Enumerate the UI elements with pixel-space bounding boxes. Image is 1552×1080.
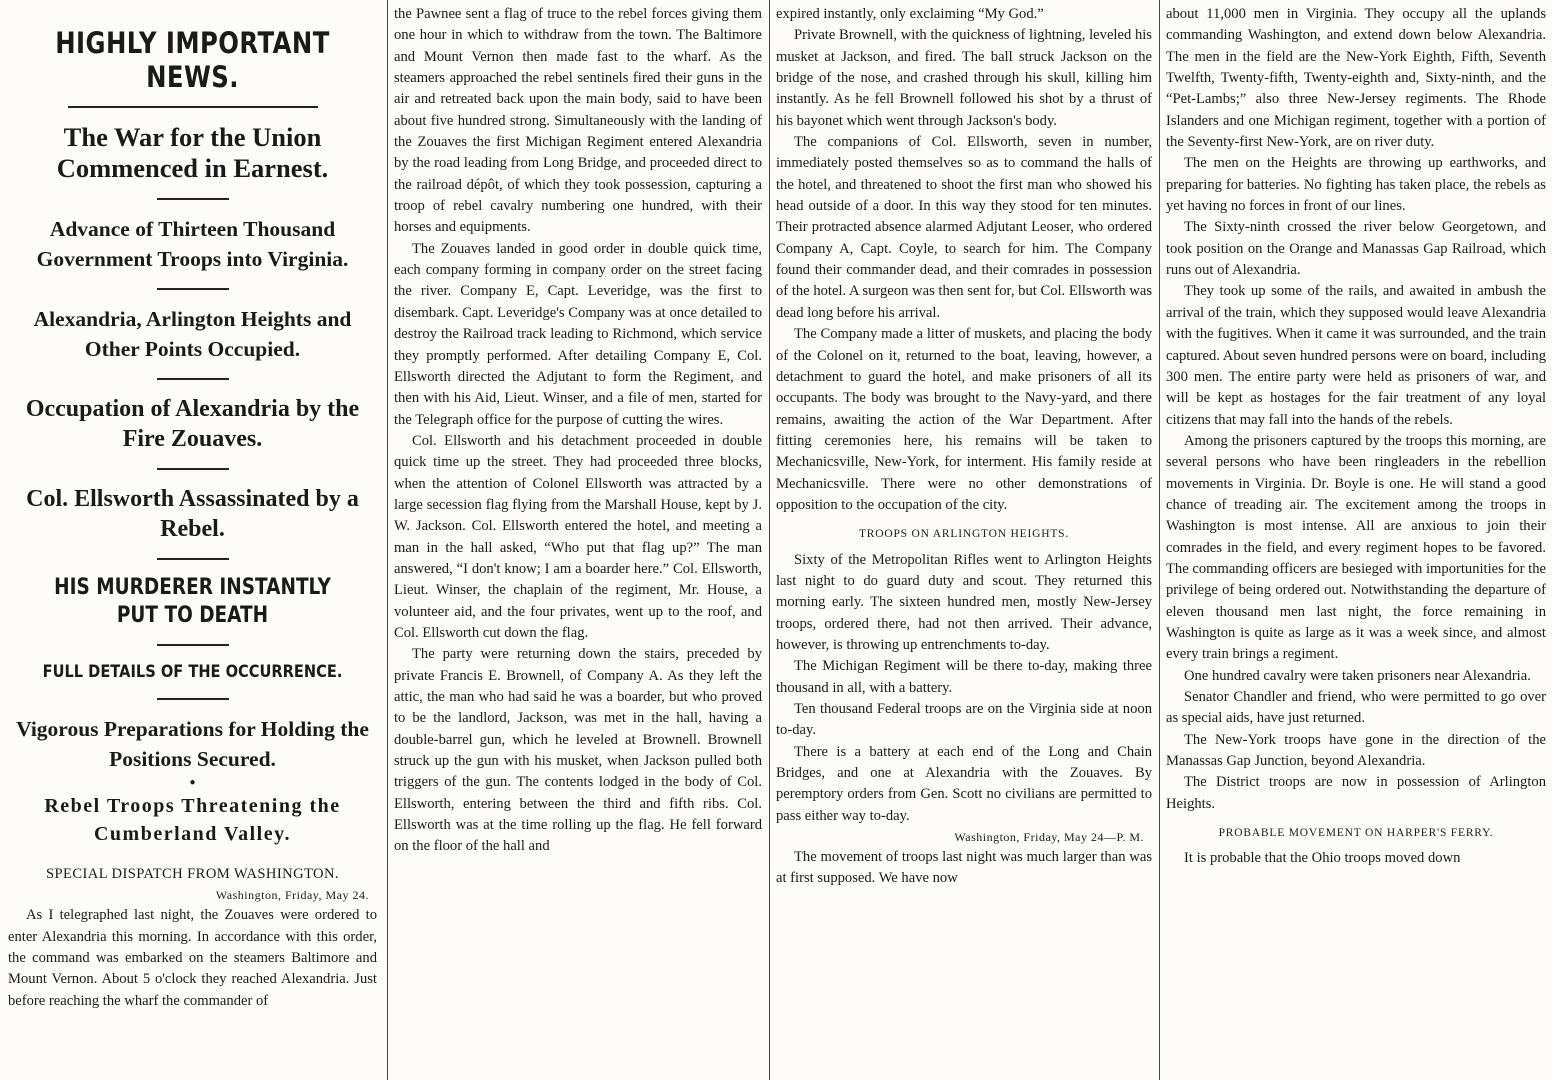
headline-advance-troops: Advance of Thirteen Thousand Government Troops into Virginia. [36, 217, 349, 271]
article-paragraph: The movement of troops last night was much larger than was at first supposed. We have now [776, 849, 1152, 887]
subheading-arlington: TROOPS ON ARLINGTON HEIGHTS. [858, 528, 1070, 541]
article-paragraph: Ten thousand Federal troops are on the Virginia side at noon to-day. [776, 701, 1152, 739]
article-paragraph: The New-York troops have gone in the direction of the Manassas Gap Junction, beyond Alexandria. [1166, 731, 1546, 770]
column-1 [0, 4, 387, 1076]
headline-alexandria-occupied: Alexandria, Arlington Heights and Other Points Occupied. [33, 307, 352, 361]
headline-rule [157, 698, 229, 700]
dispatch-heading: SPECIAL DISPATCH FROM WASHINGTON. [46, 866, 339, 882]
article-paragraph: The District troops are now in possession of Arlington Heights. [1166, 774, 1546, 812]
ornament-dot: ● [189, 777, 196, 788]
dateline: Washington, Friday, May 24. [215, 888, 369, 903]
headline-rule [157, 288, 229, 290]
headline-rule [68, 106, 318, 108]
headline-war-for-union: The War for the Union Commenced in Earnest. [56, 122, 329, 183]
article-paragraph: Private Brownell, with the quickness of lightning, leveled his musket at Jackson, and fired. The ball struck Jackson on the bridge of the nose, and crashed through his skull, killing him instantly. As he fell Brownell followed his shot by a thrust of his bayonet which went through Jackson's body. [776, 27, 1152, 129]
headline-fire-zouaves: Occupation of Alexandria by the Fire Zouaves. [25, 396, 360, 452]
article-paragraph: As I telegraphed last night, the Zouaves were ordered to enter Alexandria this morning. In accordance with this order, the command was embarked on the steamers Baltimore and Mount Vernon. About 5 o'clock they reached Alexandria. Just before reaching the wharf the commander of [8, 907, 377, 1009]
headline-murderer-put-to-death: HIS MURDERER INSTANTLY PUT TO DEATH [54, 575, 331, 628]
article-paragraph: Sixty of the Metropolitan Rifles went to Arlington Heights last night to do guard duty and scout. They returned this morning early. The sixteen hundred men, mostly New-Jersey troops, ordered there, had not then arrived. Their advance, however, is throwing up entrenchments to-day. [776, 551, 1152, 653]
column-3 [770, 4, 1158, 1076]
subheading-harpers-ferry: PROBABLE MOVEMENT ON HARPER'S FERRY. [1218, 827, 1494, 840]
article-paragraph: Among the prisoners captured by the troops this morning, are several persons who have been ringleaders in the rebellion movements in Virginia. Dr. Boyle is one. He will stand a good chance of treading air. The excitement among the troops in Washington is most intense. All are anxious to join their comrades in the field, and every regiment hopes to be favored. The commanding officers are besieged with importunities for the privilege of being ordered out. Notwithstanding the departure of eleven thousand men last night, the force remaining in Washington is quite as large as it was a week since, and almost every train brings a regiment. [1166, 432, 1546, 663]
article-paragraph: One hundred cavalry were taken prisoners near Alexandria. [1184, 667, 1531, 684]
article-paragraph: They took up some of the rails, and awaited in ambush the arrival of the train, which they supposed would leave Alexandria with the fugitives. When it came it was surrounded, and the train captured. About seven hundred persons were on board, including 300 men. The entire party were held as prisoners of war, and will be kept as hostages for the fair treatment of any loyal citizens that may fall into the hands of the rebels. [1166, 283, 1546, 428]
headline-rebel-troops: Rebel Troops Threatening the Cumberland Valley. [44, 795, 341, 845]
headline-full-details: FULL DETAILS OF THE OCCURRENCE. [42, 662, 343, 682]
headline-vigorous-preparations: Vigorous Preparations for Holding the Positions Secured. [16, 717, 369, 771]
article-paragraph: The Sixty-ninth crossed the river below Georgetown, and took position on the Orange and Manassas Gap Railroad, which runs out of Alexandria. [1166, 219, 1546, 279]
article-paragraph: The men on the Heights are throwing up earthworks, and preparing for batteries. No fighting has taken place, the rebels as yet having no forces in front of our lines. [1166, 155, 1546, 215]
article-paragraph: Col. Ellsworth and his detachment proceeded in double quick time up the street. They had proceeded three blocks, when the attention of Colonel Ellsworth was attracted by a large secession flag flying from the Marshall House, kept by J. W. Jackson. Col. Ellsworth entered the hotel, and meeting a man in the hall asked, “Who put that flag up?” The man answered, “I don't know; I am a boarder here.” Col. Ellsworth, Lieut. Winser, the chaplain of the regiment, Mr. House, a volunteer aid, and the four privates, went up to the roof, and Col. Ellsworth cut down the flag. [394, 432, 762, 641]
article-paragraph: expired instantly, only exclaiming “My God.” [776, 6, 1044, 22]
article-paragraph: The Company made a litter of muskets, and placing the body of the Colonel on it, returned to the boat, leaving, however, a detachment to guard the hotel, and make prisoners of all its occupants. The body was brought to the Navy-yard, and there remains, awaiting the action of the War Department. After fitting ceremonies here, his remains will be taken to Mechanicsville, New-York, for interment. His family reside at Mechanicsville. There were no other demonstrations of opposition to the occupation of the city. [776, 326, 1152, 513]
article-paragraph: There is a battery at each end of the Long and Chain Bridges, and one at Alexandria with the Zouaves. By peremptory orders from Gen. Scott no civilians are permitted to pass either way to-day. [776, 743, 1152, 824]
column-4 [1160, 4, 1552, 1076]
column-2 [388, 4, 768, 1076]
headline-rule [157, 468, 229, 470]
headline-rule [157, 558, 229, 560]
article-paragraph: The companions of Col. Ellsworth, seven in number, immediately posted themselves so as to command the halls of the hotel, and threatened to shoot the first man who showed his head outside of a door. In this way they stood for ten minutes. Their protracted absence alarmed Adjutant Leoser, who ordered Company A, Capt. Coyle, to search for him. The Company found their commander dead, and their comrades in possession of the hotel. A surgeon was then sent for, but Col. Ellsworth was dead long before his arrival. [776, 134, 1152, 321]
headline-rule [157, 198, 229, 200]
article-paragraph: Senator Chandler and friend, who were permitted to go over as special aids, have just returned. [1166, 689, 1546, 727]
article-paragraph: The Michigan Regiment will be there to-day, making three thousand in all, with a battery. [776, 658, 1152, 696]
article-paragraph: about 11,000 men in Virginia. They occupy all the uplands commanding Washington, and extend down below Alexandria. The men in the field are the New-York Eighth, Fifth, Seventh Twelfth, Twenty-fifth, Twenty-eighth and, Sixty-ninth, and the “Pet-Lambs;” also three New-Jersey regiments. The Rhode Islanders and one Michigan regiment, together with a portion of the Seventy-first New-York, are on river duty. [1166, 6, 1546, 151]
headline-rule [157, 378, 229, 380]
headline-rule [157, 644, 229, 646]
article-paragraph: It is probable that the Ohio troops moved down [1184, 850, 1461, 867]
dateline: Washington, Friday, May 24—P. M. [954, 830, 1144, 845]
headline-ellsworth-assassinated: Col. Ellsworth Assassinated by a Rebel. [26, 486, 359, 542]
article-paragraph: The Zouaves landed in good order in double quick time, each company forming in company order on the street facing the river. Company E, Capt. Leveridge, was the first to disembark. Capt. Leveridge's Company was at once detailed to destroy the Railroad track leading to Richmond, which service they promptly performed. After detailing Company E, Col. Ellsworth directed the Adjutant to form the Regiment, and then with his Aid, Lieut. Winser, and a file of men, started for the Telegraph office for the purpose of cutting the wires. [394, 240, 762, 428]
article-paragraph: the Pawnee sent a flag of truce to the rebel forces giving them one hour in which to withdraw from the town. The Baltimore and Mount Vernon then made fast to the wharf. As the steamers approached the rebel sentinels fired their guns in the air and retreated back upon the main body, said to have been about five hundred strong. Simultaneously with the landing of the Zouaves the first Michigan Regiment entered Alexandria by the road leading from Long Bridge, and proceeded direct to the railroad dépôt, of which they took possession, capturing a troop of rebel cavalry numbering one hundred, with their horses and equipments. [394, 6, 762, 236]
main-headline: HIGHLY IMPORTANT NEWS. [55, 26, 330, 94]
article-paragraph: The party were returning down the stairs, preceded by private Francis E. Brownell, of Company A. As they left the attic, the man who had said he was a boarder, but who proved to be the landlord, Jackson, was met in the hall, having a double-barrel gun, which he leveled at Brownell. Brownell struck up the gun with his musket, when Jackson pulled both triggers of the gun. The contents lodged in the body of Col. Ellsworth, entering between the third and fifth ribs. Col. Ellsworth was at the time rolling up the flag. He fell forward on the floor of the hall and [394, 646, 762, 855]
